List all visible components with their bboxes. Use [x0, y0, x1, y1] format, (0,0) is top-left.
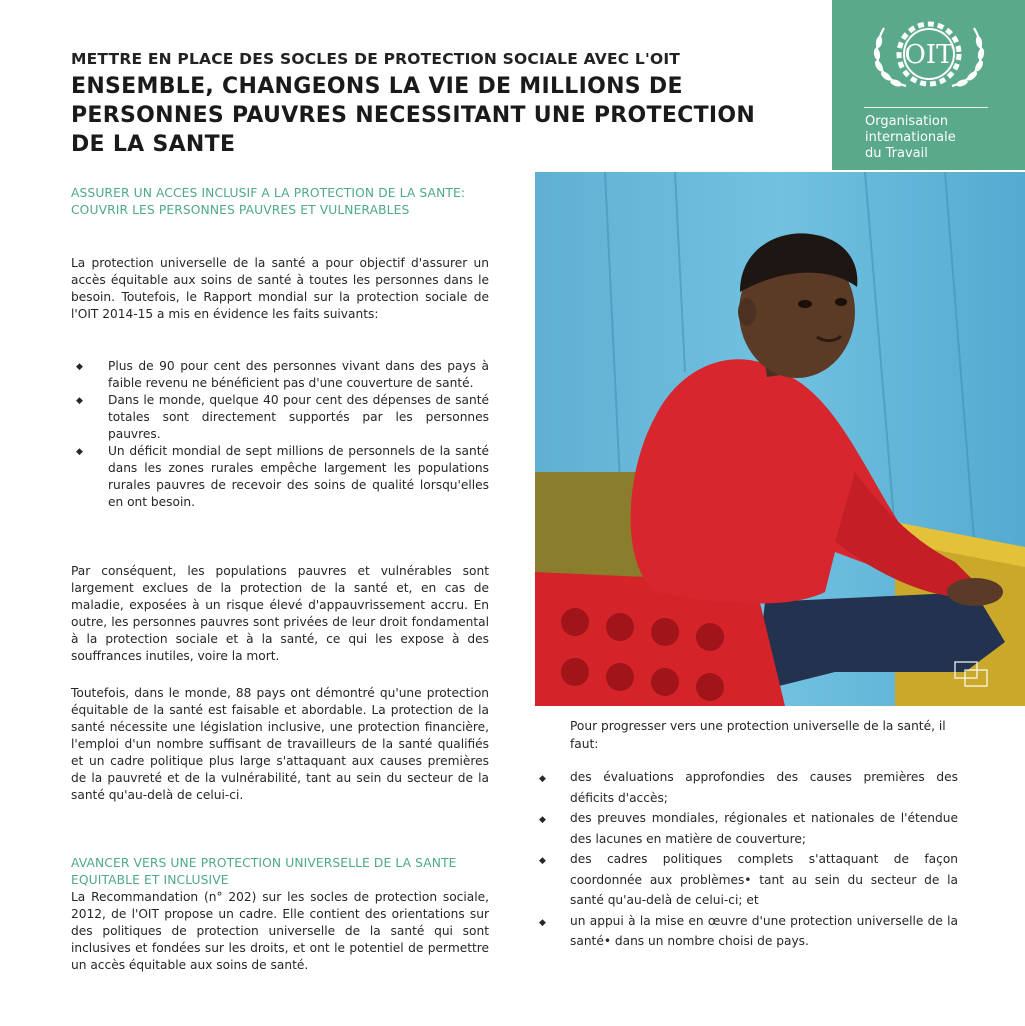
recommendation-paragraph: La Recommandation (n° 202) sur les socles de protection sociale, 2012, de l'OIT propose un cadre. Elle contient des orientations sur des politiques de protection universelle de la santé qui sont inclusives et fondées sur les droits, et ont le potentiel de permettre un accès équitable aux soins de santé.: [71, 890, 489, 972]
oit-logo-panel: [832, 0, 1025, 170]
logo-line-3: du Travail: [865, 146, 928, 161]
list-item: ◆ des évaluations approfondies des causes premières des déficits d'accès;: [539, 770, 958, 805]
list-item: ◆ Un déficit mondial de sept millions de personnels de la santé dans les zones rurales empêche largement les populations rurales pauvres de recevoir des soins de qualité lorsqu'elles en ont besoin.: [76, 444, 489, 509]
list-item: ◆ des cadres politiques complets s'attaquant de façon coordonnée aux problèmes• tant au sein du secteur de la santé qu'au-delà de celui-ci; et: [539, 852, 958, 907]
diamond-bullet-icon: ◆: [76, 396, 83, 406]
diamond-bullet-icon: ◆: [539, 917, 546, 928]
logo-line-1: Organisation: [865, 114, 949, 129]
document-kicker: METTRE EN PLACE DES SOCLES DE PROTECTION SOCIALE AVEC L'OIT: [71, 50, 681, 68]
section-heading-access: ASSURER UN ACCES INCLUSIF A LA PROTECTION DE LA SANTE: COUVRIR LES PERSONNES PAUVRES ET VULNERABLES: [71, 186, 466, 217]
list-item: ◆ des preuves mondiales, régionales et nationales de l'étendue des lacunes en matière de couverture;: [539, 811, 958, 846]
diamond-bullet-icon: ◆: [76, 447, 83, 457]
oit-emblem-icon: [866, 16, 992, 92]
facts-list: [71, 358, 489, 511]
right-intro: Pour progresser vers une protection universelle de la santé, il faut:: [570, 719, 946, 751]
logo-line-2: internationale: [865, 130, 956, 145]
intro-paragraph: La protection universelle de la santé a pour objectif d'assurer un accès équitable aux soins de santé à toutes les personnes dans le besoin. Toutefois, le Rapport mondial sur la protection sociale de l'OIT 2014-15 a mis en évidence les faits suivants:: [71, 256, 489, 321]
consequences-paragraph: Par conséquent, les populations pauvres et vulnérables sont largement exclues de la protection de la santé et, en cas de maladie, exposées à un risque élevé d'appauvrissement accru. En outre, les personnes pauvres sont privées de leur droit fondamental à la protection sociale et à la santé, ce qui les expose à des souffrances inutiles, voire la mort.: [71, 564, 489, 663]
countries-paragraph: Toutefois, dans le monde, 88 pays ont démontré qu'une protection équitable de la santé est faisable et abordable. La protection de la santé nécessite une législation inclusive, une protection financière, l'emploi d'un nombre suffisant de travailleurs de la santé qualifiés et un cadre politique plus large s'attaquant aux causes premières de la pauvreté et de la vulnérabilité, tant au sein du secteur de la santé qu'au-delà de celui-ci.: [71, 686, 489, 802]
section-heading-advance: AVANCER VERS UNE PROTECTION UNIVERSELLE DE LA SANTE EQUITABLE ET INCLUSIVE: [71, 856, 457, 887]
diamond-bullet-icon: ◆: [76, 362, 83, 372]
diamond-bullet-icon: ◆: [539, 774, 546, 784]
oit-emblem-text: OIT: [904, 40, 954, 70]
list-item: ◆ Plus de 90 pour cent des personnes vivant dans des pays à faible revenu ne bénéficient pas d'une couverture de santé.: [76, 359, 489, 390]
document-title: ENSEMBLE, CHANGEONS LA VIE DE MILLIONS DE PERSONNES PAUVRES NECESSITANT UNE PROTECTION DE LA SANTE: [71, 74, 756, 157]
diamond-bullet-icon: ◆: [539, 815, 546, 825]
child-photo: [535, 172, 1025, 706]
list-item: ◆ Dans le monde, quelque 40 pour cent des dépenses de santé totales sont directement supportés par les personnes pauvres.: [76, 393, 489, 441]
diamond-bullet-icon: ◆: [539, 856, 546, 866]
list-item: ◆ un appui à la mise en œuvre d'une protection universelle de la santé• dans un nombre choisi de pays.: [539, 913, 958, 948]
requirements-list: [538, 767, 958, 952]
